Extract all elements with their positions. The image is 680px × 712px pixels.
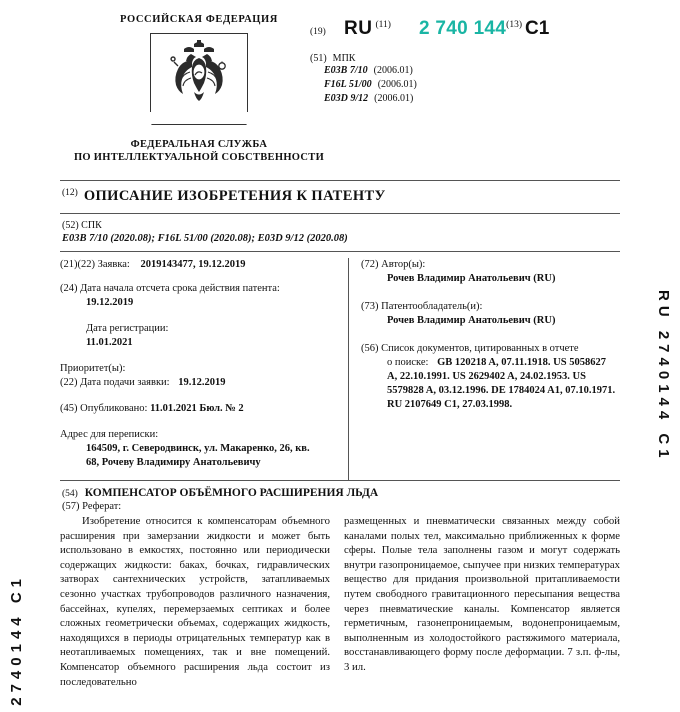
correspondence-label: Адрес для переписки: xyxy=(60,429,159,440)
application-label: Заявка: xyxy=(97,259,130,270)
bibliographic-data xyxy=(60,252,620,480)
author-header xyxy=(361,258,620,272)
inid-19: (19) xyxy=(310,27,326,37)
citation-line-3: 5579828 A, 03.12.1996. DE 1784024 A1, 07.10.1971. xyxy=(387,385,616,396)
inid-13: (13) xyxy=(506,20,522,30)
inid-54: (54) xyxy=(62,489,78,499)
abstract-column-right xyxy=(340,514,620,689)
holder-value: Рочев Владимир Анатольевич (RU) xyxy=(387,315,556,326)
country-code: RU xyxy=(344,18,373,39)
correspondence-line-2: 68, Рочеву Владимиру Анатольевичу xyxy=(86,457,261,468)
invention-title-row xyxy=(60,481,620,501)
russian-coat-of-arms-icon xyxy=(150,33,248,112)
inid-57: (57) xyxy=(62,501,80,512)
registration-label: Дата регистрации: xyxy=(86,323,169,334)
ipc-version: (2006.01) xyxy=(374,93,414,104)
abstract-body xyxy=(60,512,620,689)
citations-sublabel-row xyxy=(387,356,620,370)
inid-51: (51) xyxy=(310,53,327,64)
cpc-header xyxy=(62,220,620,231)
author-field xyxy=(361,258,620,286)
citations-sublabel: о поиске: xyxy=(387,357,429,368)
application-field xyxy=(60,258,340,272)
inid-21-22: (21)(22) xyxy=(60,259,95,270)
right-margin-patent-id: RU 2740144 C1 xyxy=(655,290,672,463)
biblio-right-column xyxy=(348,258,620,480)
cpc-codes: E03B 7/10 (2020.08); F16L 51/00 (2020.08); E03D 9/12 (2020.08) xyxy=(62,233,348,244)
ipc-entry xyxy=(324,92,620,106)
inid-52: (52) xyxy=(62,220,79,231)
abstract-label: Реферат: xyxy=(82,501,122,512)
inid-24: (24) xyxy=(60,283,78,294)
agency-line-2: ПО ИНТЕЛЛЕКТУАЛЬНОЙ СОБСТВЕННОСТИ xyxy=(73,152,325,163)
term-start-field xyxy=(60,282,340,310)
priority-field xyxy=(60,362,340,390)
invention-title: КОМПЕНСАТОР ОБЪЁМНОГО РАСШИРЕНИЯ ЛЬДА xyxy=(84,487,379,499)
published-field xyxy=(60,402,340,416)
kind-code: C1 xyxy=(525,18,550,39)
inid-11: (11) xyxy=(375,20,391,30)
citations-label: Список документов, цитированных в отчете xyxy=(381,343,579,354)
published-label: Опубликовано: xyxy=(80,403,148,414)
holder-header xyxy=(361,300,620,314)
document-title: ОПИСАНИЕ ИЗОБРЕТЕНИЯ К ПАТЕНТУ xyxy=(83,188,386,204)
citation-line-2: A, 22.10.1991. US 2629402 A, 24.02.1953. US xyxy=(387,371,586,382)
abstract-text-left: Изобретение относится к компенсаторам объемного расширения при замерзании жидкости и может быть использовано в емкостях, постоянно или периодически содержащих жидкости: баках, бочках, гидравлических затворах сантехнических устройств, затапливаемых сезонно участках трубопроводов различного назначения, бассейнах, купелях, перемерзаемых септиках и более сложных геометрически объемах, содержащих жидкость, находящихся в периоды отрицательных температур как в неотапливаемых помещениях, так и вне помещений. Компенсатор объемного расширения льда состоит из последовательно xyxy=(60,515,330,688)
document-title-row xyxy=(60,181,620,213)
correspondence-line-1: 164509, г. Северодвинск, ул. Макаренко, 26, кв. xyxy=(86,443,310,454)
abstract-text-right: размещенных и пневматически связанных между собой каналами полых тел, максимально приближенных к форме сферы. Полые тела заполнены газом и могут содержать внутри газопроницаемое, сыпучее при низких температурах вещество для придания произвольной притапливаемости путем свободного гравитационного пересыпания вещества через пневматические каналы. Компенсатор является герметичным, газонепроницаемым, водонепроницаемым, выполненным из холодостойкого растяжимого материала, восстанавливающего форму после деформации. 7 з.п. ф-лы, 3 ил. xyxy=(344,515,620,673)
inid-73: (73) xyxy=(361,301,379,312)
inid-22: (22) xyxy=(60,377,78,388)
ipc-entry xyxy=(324,78,620,92)
term-start-label: Дата начала отсчета срока действия патента: xyxy=(80,283,280,294)
biblio-left-column xyxy=(60,258,348,480)
priority-label: Приоритет(ы): xyxy=(60,363,126,374)
document-body xyxy=(60,0,620,712)
holder-label: Патентообладатель(и): xyxy=(381,301,483,312)
inid-12: (12) xyxy=(62,188,78,198)
ipc-code: E03D 9/12 xyxy=(324,93,369,104)
document-header xyxy=(60,0,620,180)
inid-45: (45) xyxy=(60,403,78,414)
term-start-value: 19.12.2019 xyxy=(86,297,134,308)
agency-block xyxy=(60,14,338,164)
application-value: 2019143477, 19.12.2019 xyxy=(140,259,246,270)
citation-line-1: GB 120218 A, 07.11.1918. US 5058627 xyxy=(437,357,606,368)
ipc-code: E03B 7/10 xyxy=(324,65,368,76)
patent-number: 2 740 144 xyxy=(418,18,507,39)
ipc-entry xyxy=(324,64,620,78)
inid-72: (72) xyxy=(361,259,379,270)
ipc-code: F16L 51/00 xyxy=(324,79,372,90)
patent-number-row xyxy=(310,18,620,44)
ipc-version: (2006.01) xyxy=(377,79,417,90)
emblem-shield-base xyxy=(151,112,247,124)
cpc-label: СПК xyxy=(81,220,102,231)
registration-value: 11.01.2021 xyxy=(86,337,133,348)
patent-identifier-block xyxy=(310,18,620,106)
filing-date-row xyxy=(60,376,340,390)
cpc-block xyxy=(60,214,620,251)
ipc-version: (2006.01) xyxy=(373,65,413,76)
filing-date-label: Дата подачи заявки: xyxy=(80,377,170,388)
left-margin-patent-id: 2740144 C1 xyxy=(8,574,25,706)
citation-line-4: RU 2107649 C1, 27.03.1998. xyxy=(387,399,513,410)
citations-header xyxy=(361,342,620,356)
ipc-header xyxy=(310,53,620,64)
holder-field xyxy=(361,300,620,328)
correspondence-field xyxy=(60,428,340,470)
citations-field xyxy=(361,342,620,412)
agency-name xyxy=(60,138,338,164)
filing-date-value: 19.12.2019 xyxy=(178,377,226,388)
country-header: РОССИЙСКАЯ ФЕДЕРАЦИЯ xyxy=(120,14,278,25)
agency-line-1: ФЕДЕРАЛЬНАЯ СЛУЖБА xyxy=(130,139,268,150)
inid-56: (56) xyxy=(361,343,379,354)
abstract-column-left xyxy=(60,514,340,689)
ipc-label: МПК xyxy=(332,53,356,64)
abstract-header xyxy=(60,501,620,512)
author-value: Рочев Владимир Анатольевич (RU) xyxy=(387,273,556,284)
registration-field xyxy=(60,322,340,350)
author-label: Автор(ы): xyxy=(381,259,426,270)
published-value: 11.01.2021 Бюл. № 2 xyxy=(150,403,244,414)
